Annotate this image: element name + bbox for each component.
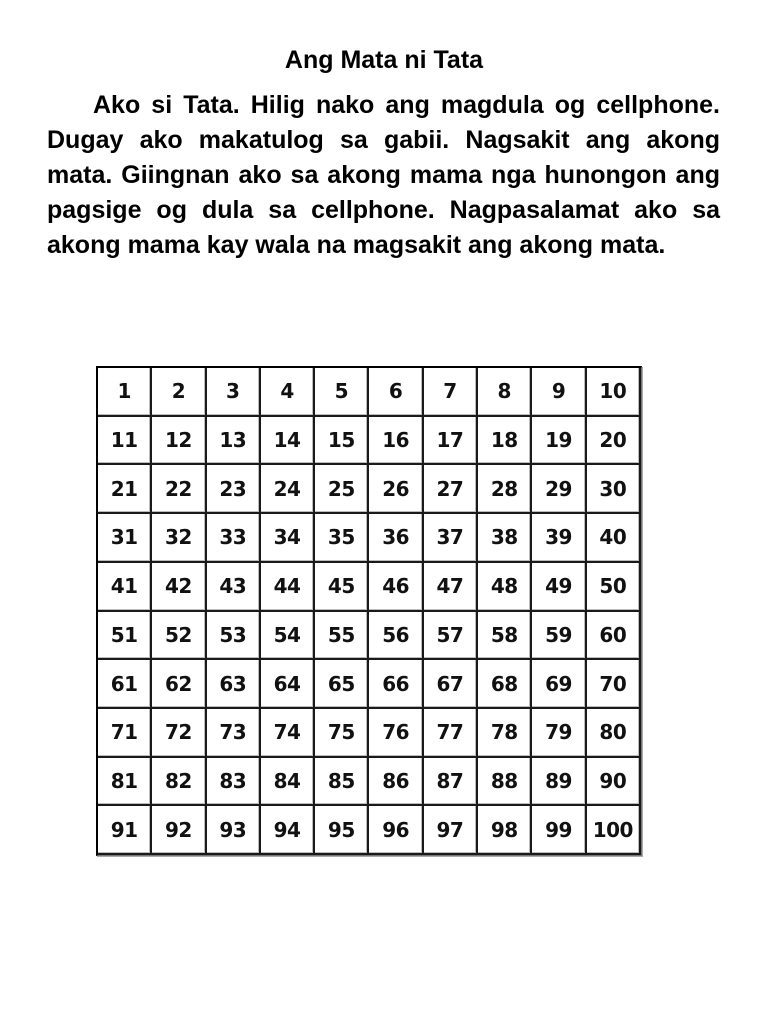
number-cell: 61 — [98, 660, 152, 709]
number-cell: 4 — [261, 368, 315, 417]
number-cell: 96 — [369, 806, 423, 855]
number-cell: 67 — [424, 660, 478, 709]
hundred-chart — [96, 366, 642, 856]
number-cell: 31 — [98, 514, 152, 563]
number-cell: 47 — [424, 563, 478, 612]
number-cell: 77 — [424, 709, 478, 758]
number-cell: 38 — [478, 514, 532, 563]
number-cell: 48 — [478, 563, 532, 612]
number-cell: 60 — [587, 612, 641, 661]
number-cell: 82 — [152, 758, 206, 807]
number-cell: 98 — [478, 806, 532, 855]
number-cell: 86 — [369, 758, 423, 807]
number-cell: 95 — [315, 806, 369, 855]
number-cell: 88 — [478, 758, 532, 807]
number-cell: 49 — [532, 563, 586, 612]
number-cell: 6 — [369, 368, 423, 417]
number-cell: 21 — [98, 465, 152, 514]
number-cell: 22 — [152, 465, 206, 514]
number-cell: 90 — [587, 758, 641, 807]
number-cell: 62 — [152, 660, 206, 709]
number-cell: 7 — [424, 368, 478, 417]
number-cell: 26 — [369, 465, 423, 514]
number-cell: 13 — [207, 417, 261, 466]
number-cell: 72 — [152, 709, 206, 758]
number-cell: 45 — [315, 563, 369, 612]
number-cell: 15 — [315, 417, 369, 466]
number-cell: 25 — [315, 465, 369, 514]
number-cell: 29 — [532, 465, 586, 514]
number-cell: 53 — [207, 612, 261, 661]
number-cell: 17 — [424, 417, 478, 466]
number-cell: 30 — [587, 465, 641, 514]
number-cell: 36 — [369, 514, 423, 563]
number-cell: 76 — [369, 709, 423, 758]
number-cell: 75 — [315, 709, 369, 758]
number-cell: 16 — [369, 417, 423, 466]
number-cell: 44 — [261, 563, 315, 612]
number-cell: 65 — [315, 660, 369, 709]
number-cell: 41 — [98, 563, 152, 612]
number-cell: 89 — [532, 758, 586, 807]
number-cell: 54 — [261, 612, 315, 661]
number-cell: 79 — [532, 709, 586, 758]
number-cell: 91 — [98, 806, 152, 855]
number-cell: 10 — [587, 368, 641, 417]
number-cell: 71 — [98, 709, 152, 758]
number-cell: 69 — [532, 660, 586, 709]
number-cell: 97 — [424, 806, 478, 855]
number-cell: 3 — [207, 368, 261, 417]
number-cell: 12 — [152, 417, 206, 466]
number-cell: 8 — [478, 368, 532, 417]
number-cell: 1 — [98, 368, 152, 417]
number-cell: 23 — [207, 465, 261, 514]
number-cell: 34 — [261, 514, 315, 563]
number-cell: 9 — [532, 368, 586, 417]
number-cell: 58 — [478, 612, 532, 661]
number-cell: 57 — [424, 612, 478, 661]
number-cell: 18 — [478, 417, 532, 466]
number-cell: 56 — [369, 612, 423, 661]
number-cell: 43 — [207, 563, 261, 612]
number-cell: 70 — [587, 660, 641, 709]
number-cell: 28 — [478, 465, 532, 514]
number-cell: 20 — [587, 417, 641, 466]
number-cell: 100 — [587, 806, 641, 855]
story-paragraph: Ako si Tata. Hilig nako ang magdula og cellphone. Dugay ako makatulog sa gabii. Nagsakit ang akong mata. Giingnan ako sa akong mama nga hunongon ang pagsige og dula sa cellphone. Nagpasalamat ako sa akong mama kay wala na magsakit ang akong mata. — [47, 91, 720, 259]
number-cell: 32 — [152, 514, 206, 563]
number-cell: 93 — [207, 806, 261, 855]
number-cell: 64 — [261, 660, 315, 709]
number-cell: 33 — [207, 514, 261, 563]
hundred-chart-grid — [98, 368, 641, 855]
number-cell: 46 — [369, 563, 423, 612]
number-cell: 81 — [98, 758, 152, 807]
number-cell: 55 — [315, 612, 369, 661]
document-title: Ang Mata ni Tata — [284, 46, 484, 74]
number-cell: 78 — [478, 709, 532, 758]
number-cell: 2 — [152, 368, 206, 417]
number-cell: 11 — [98, 417, 152, 466]
number-cell: 19 — [532, 417, 586, 466]
number-cell: 42 — [152, 563, 206, 612]
number-cell: 74 — [261, 709, 315, 758]
number-cell: 52 — [152, 612, 206, 661]
number-cell: 92 — [152, 806, 206, 855]
number-cell: 37 — [424, 514, 478, 563]
number-cell: 99 — [532, 806, 586, 855]
number-cell: 87 — [424, 758, 478, 807]
number-cell: 94 — [261, 806, 315, 855]
number-cell: 83 — [207, 758, 261, 807]
number-cell: 84 — [261, 758, 315, 807]
number-cell: 80 — [587, 709, 641, 758]
number-cell: 66 — [369, 660, 423, 709]
number-cell: 39 — [532, 514, 586, 563]
number-cell: 68 — [478, 660, 532, 709]
number-cell: 85 — [315, 758, 369, 807]
number-cell: 63 — [207, 660, 261, 709]
number-cell: 14 — [261, 417, 315, 466]
number-cell: 35 — [315, 514, 369, 563]
number-cell: 73 — [207, 709, 261, 758]
number-cell: 40 — [587, 514, 641, 563]
number-cell: 59 — [532, 612, 586, 661]
number-cell: 50 — [587, 563, 641, 612]
number-cell: 27 — [424, 465, 478, 514]
number-cell: 5 — [315, 368, 369, 417]
number-cell: 51 — [98, 612, 152, 661]
number-cell: 24 — [261, 465, 315, 514]
